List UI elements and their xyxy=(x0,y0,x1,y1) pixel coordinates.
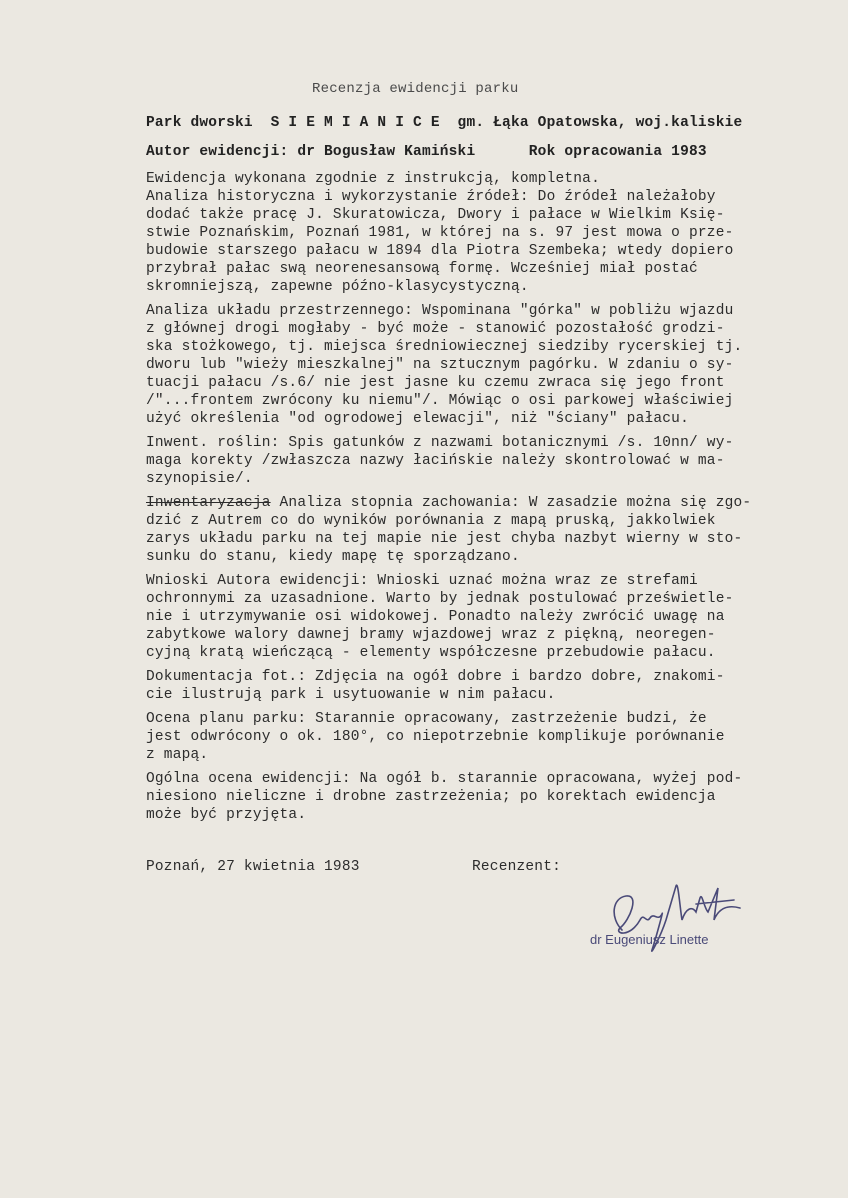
text-line: cie ilustrują park i usytuowanie w nim pałacu. xyxy=(146,687,556,703)
text-line: Analiza układu przestrzennego: Wspominana "górka" w pobliżu wjazdu xyxy=(146,303,734,319)
text-line: z głównej drogi mogłaby - być może - stanowić pozostałość grodzi- xyxy=(146,321,725,337)
text-line: nie i utrzymywanie osi widokowej. Ponadto należy zwrócić uwagę na xyxy=(146,609,725,625)
text-line: Inwent. roślin: Spis gatunków z nazwami botanicznymi /s. 10nn/ wy- xyxy=(146,435,734,451)
struck-word: Inwentaryzacja xyxy=(146,495,271,511)
text-line: Analiza historyczna i wykorzystanie źródeł: Do źródeł należałoby xyxy=(146,189,716,205)
handwritten-signature xyxy=(600,868,760,968)
reviewer-label: Recenzent: xyxy=(472,859,562,875)
text-line: jest odwrócony o ok. 180°, co niepotrzebnie komplikuje porównanie xyxy=(146,729,725,745)
text-line: sunku do stanu, kiedy mapę tę sporządzano. xyxy=(146,549,520,565)
text-line: dzić z Autrem co do wyników porównania z mapą pruską, jakkolwiek xyxy=(146,513,716,529)
text-line: tuacji pałacu /s.6/ nie jest jasne ku czemu zwraca się jego front xyxy=(146,375,725,391)
text-line: Dokumentacja fot.: Zdjęcia na ogół dobre i bardzo dobre, znakomi- xyxy=(146,669,725,685)
signature-name: dr Eugeniusz Linette xyxy=(590,932,709,947)
park-line: Park dworski S I E M I A N I C E gm. Łąka Opatowska, woj.kaliskie xyxy=(146,115,743,131)
text-line: skromniejszą, zapewne późno-klasycystyczną. xyxy=(146,279,529,295)
text-line: Analiza stopnia zachowania: W zasadzie można się zgo- xyxy=(279,495,752,511)
text-line: przybrał pałac swą neorenesansową formę. Wcześniej miał postać xyxy=(146,261,698,277)
text-line: zarys układu parku na tej mapie nie jest chyba nazbyt wierny w sto- xyxy=(146,531,743,547)
text-line: Ogólna ocena ewidencji: Na ogół b. starannie opracowana, wyżej pod- xyxy=(146,771,743,787)
author-line: Autor ewidencji: dr Bogusław Kamiński Rok opracowania 1983 xyxy=(146,144,707,160)
text-line: dworu lub "wieży mieszkalnej" na sztucznym pagórku. W zdaniu o sy- xyxy=(146,357,734,373)
text-line: szynopisie/. xyxy=(146,471,253,487)
text-line: zabytkowe walory dawnej bramy wjazdowej wraz z piękną, neoregen- xyxy=(146,627,716,643)
text-line: /"...frontem zwrócony ku niemu"/. Mówiąc o osi parkowej właściwiej xyxy=(146,393,734,409)
text-line: ska stożkowego, tj. miejsca średniowiecznej siedziby rycerskiej tj. xyxy=(146,339,743,355)
paragraph-first-line xyxy=(146,494,751,512)
text-line: stwie Poznańskim, Poznań 1981, w której na s. 97 jest mowa o prze- xyxy=(146,225,734,241)
text-line: cyjną kratą wieńczącą - elementy współczesne przebudowie pałacu. xyxy=(146,645,716,661)
text-line: może być przyjęta. xyxy=(146,807,307,823)
place-date: Poznań, 27 kwietnia 1983 xyxy=(146,859,360,875)
text-line: Ocena planu parku: Starannie opracowany, zastrzeżenie budzi, że xyxy=(146,711,707,727)
text-line: budowie starszego pałacu w 1894 dla Piotra Szembeka; wtedy dopiero xyxy=(146,243,734,259)
text-line: użyć określenia "od ogrodowej elewacji", niż "ściany" pałacu. xyxy=(146,411,689,427)
text-line: ochronnymi za uzasadnione. Warto by jednak postulować prześwietle- xyxy=(146,591,734,607)
status-line: Ewidencja wykonana zgodnie z instrukcją, kompletna. xyxy=(146,171,600,187)
text-line: maga korekty /zwłaszcza nazwy łacińskie należy skontrolować w ma- xyxy=(146,453,725,469)
text-line: z mapą. xyxy=(146,747,209,763)
text-line: Wnioski Autora ewidencji: Wnioski uznać można wraz ze strefami xyxy=(146,573,698,589)
document-title: Recenzja ewidencji parku xyxy=(312,81,519,97)
text-line: niesiono nieliczne i drobne zastrzeżenia; po korektach ewidencja xyxy=(146,789,716,805)
text-line: dodać także pracę J. Skuratowicza, Dwory i pałace w Wielkim Księ- xyxy=(146,207,725,223)
